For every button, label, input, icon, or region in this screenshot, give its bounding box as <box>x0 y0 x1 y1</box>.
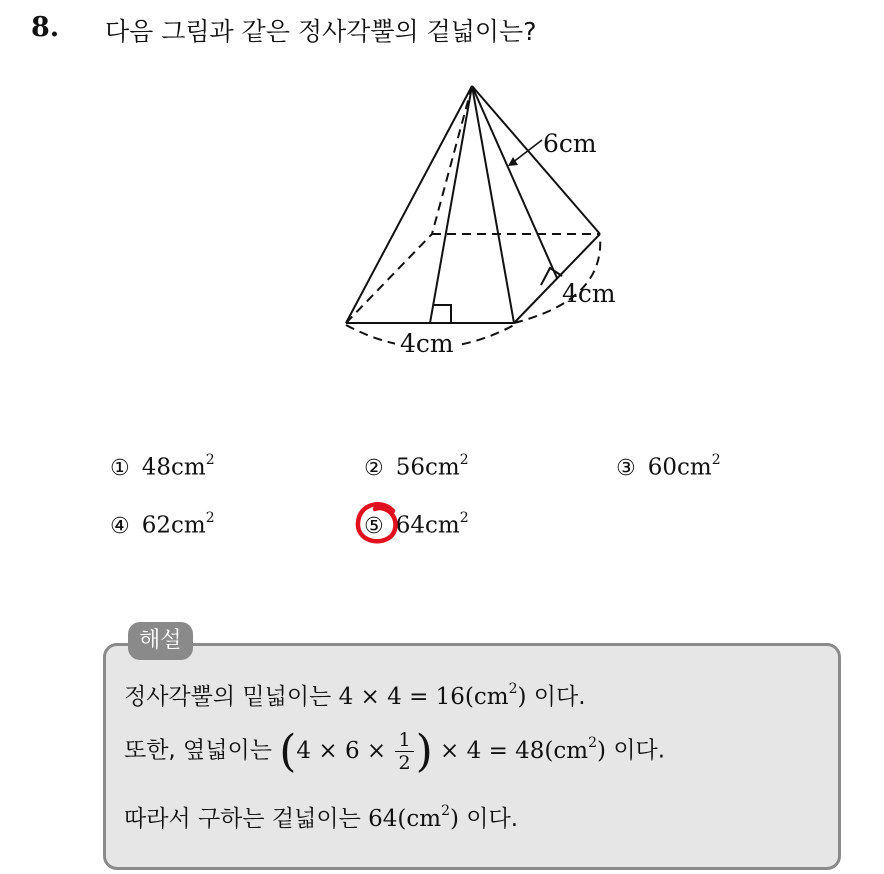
choice-5[interactable]: ⑤ $64cm^2$ <box>364 510 469 539</box>
choice-5-number: ⑤ <box>364 513 384 539</box>
base-side-label: 4cm <box>562 279 616 308</box>
right-slant-height <box>472 86 557 278</box>
slant-label: 6cm <box>543 129 597 158</box>
choice-2[interactable]: ② $56cm^2$ <box>364 452 469 481</box>
hidden-edge-left <box>346 234 432 323</box>
question-number: 8. <box>31 12 60 43</box>
choice-2-value: 56cm <box>395 454 460 481</box>
edge-apex-back-right <box>472 86 600 234</box>
edge-apex-front-left <box>346 86 472 323</box>
fraction-one-half: $\frac{1}{2}$ <box>395 729 413 774</box>
edge-apex-front-right <box>472 86 514 323</box>
choice-1-number: ① <box>110 455 130 481</box>
square-pyramid-figure <box>300 70 660 370</box>
solution-line-3: 따라서 구하는 겉넓이는 $64(cm^2)$ 이다. <box>124 803 519 832</box>
label-arrow <box>512 140 542 163</box>
hidden-edge-apex-back-left <box>432 86 472 234</box>
choice-4-number: ④ <box>110 513 130 539</box>
choice-2-number: ② <box>364 455 384 481</box>
answer-mark-circle <box>353 501 401 547</box>
solution-line-1: 정사각뿔의 밑넓이는 $4 \times 4 = 16(cm^2)$ 이다. <box>124 681 586 710</box>
question-text: 다음 그림과 같은 정사각뿔의 겉넓이는? <box>105 17 537 46</box>
front-slant-height <box>430 86 472 323</box>
choice-4[interactable]: ④ $62cm^2$ <box>110 510 215 539</box>
solution-line-2: 또한, 옆넓이는 (4 × 6 × $\frac{1}{2}$ ) × $4 = 48(cm^2)$ 이다. <box>124 725 666 777</box>
choice-3-value: 60cm <box>647 454 712 481</box>
label-arrow-head <box>508 157 518 166</box>
right-angle-front <box>433 305 451 323</box>
choice-3-number: ③ <box>616 455 636 481</box>
choice-1[interactable]: ① $48cm^2$ <box>110 452 215 481</box>
choice-4-value: 62cm <box>141 512 206 539</box>
base-front-label: 4cm <box>400 329 454 358</box>
choice-5-value: 64cm <box>395 512 460 539</box>
choice-3[interactable]: ③ $60cm^2$ <box>616 452 721 481</box>
solution-tag: 해설 <box>128 622 193 660</box>
choice-1-value: 48cm <box>141 454 206 481</box>
